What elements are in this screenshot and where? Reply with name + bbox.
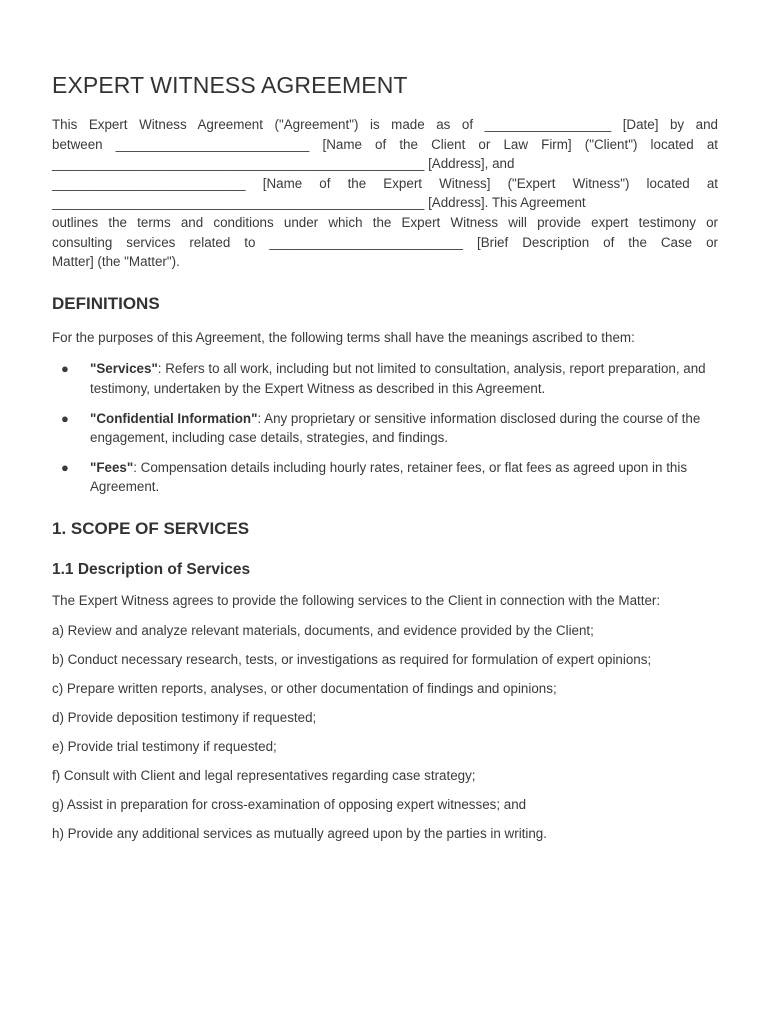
intro-line: outlines the terms and conditions under which the Expert Witness will provide expert testimony or [52, 214, 718, 230]
list-item [52, 458, 718, 497]
bullet-icon: ● [61, 410, 69, 426]
definition-text: : Compensation details including hourly rates, retainer fees, or flat fees as agreed upon in this Agreement. [90, 459, 688, 495]
scope-subheading: 1.1 Description of Services [52, 560, 251, 578]
scope-item: c) Prepare written reports, analyses, or other documentation of findings and opinions; [52, 680, 557, 696]
scope-item: g) Assist in preparation for cross-examination of opposing expert witnesses; and [52, 797, 527, 813]
intro-line: __________________________ [Name of the Expert Witness] ("Expert Witness") located at [52, 175, 718, 191]
bullet-icon: ● [61, 361, 69, 377]
definition-term: "Fees" [90, 459, 134, 475]
intro-line: __________________________________________________ [Address]. This Agreement [52, 195, 586, 211]
scope-lead: The Expert Witness agrees to provide the following services to the Client in connection with the Matter: [52, 592, 661, 608]
scope-item: a) Review and analyze relevant materials, documents, and evidence provided by the Client; [52, 622, 594, 638]
scope-heading: 1. SCOPE OF SERVICES [52, 518, 250, 538]
intro-line: consulting services related to __________________________ [Brief Description of the Case or [52, 234, 718, 250]
document-title: EXPERT WITNESS AGREEMENT [52, 72, 408, 98]
scope-section [52, 519, 718, 844]
scope-item: e) Provide trial testimony if requested; [52, 738, 277, 754]
intro-paragraph [52, 115, 718, 272]
list-item [52, 409, 718, 448]
bullet-icon: ● [61, 459, 69, 475]
definition-text: : Refers to all work, including but not limited to consultation, analysis, report preparation, and testimony, undertaken by the Expert Witness as described in this Agreement. [90, 361, 706, 396]
definition-term: "Services" [90, 361, 158, 377]
scope-item: b) Conduct necessary research, tests, or investigations as required for formulation of expert opinions; [52, 651, 652, 667]
definitions-heading: DEFINITIONS [52, 293, 160, 313]
intro-line: This Expert Witness Agreement ("Agreement") is made as of _________________ [Date] by and [52, 117, 718, 132]
definitions-list [52, 359, 718, 497]
definition-text: : Any proprietary or sensitive information disclosed during the course of the engagement, including case details, strategies, and findings. [90, 410, 701, 446]
scope-item: h) Provide any additional services as mutually agreed upon by the parties in writing. [52, 826, 547, 842]
intro-line: Matter] (the "Matter"). [52, 254, 180, 270]
definitions-lead: For the purposes of this Agreement, the following terms shall have the meanings ascribed to them: [52, 329, 635, 345]
intro-line: __________________________________________________ [Address], and [52, 156, 515, 172]
intro-line: between __________________________ [Name of the Client or Law Firm] ("Client") located at [52, 136, 718, 152]
scope-item: f) Consult with Client and legal representatives regarding case strategy; [52, 767, 476, 783]
list-item [52, 359, 718, 398]
definition-term: "Confidential Information" [90, 410, 258, 426]
scope-item: d) Provide deposition testimony if requested; [52, 709, 317, 725]
